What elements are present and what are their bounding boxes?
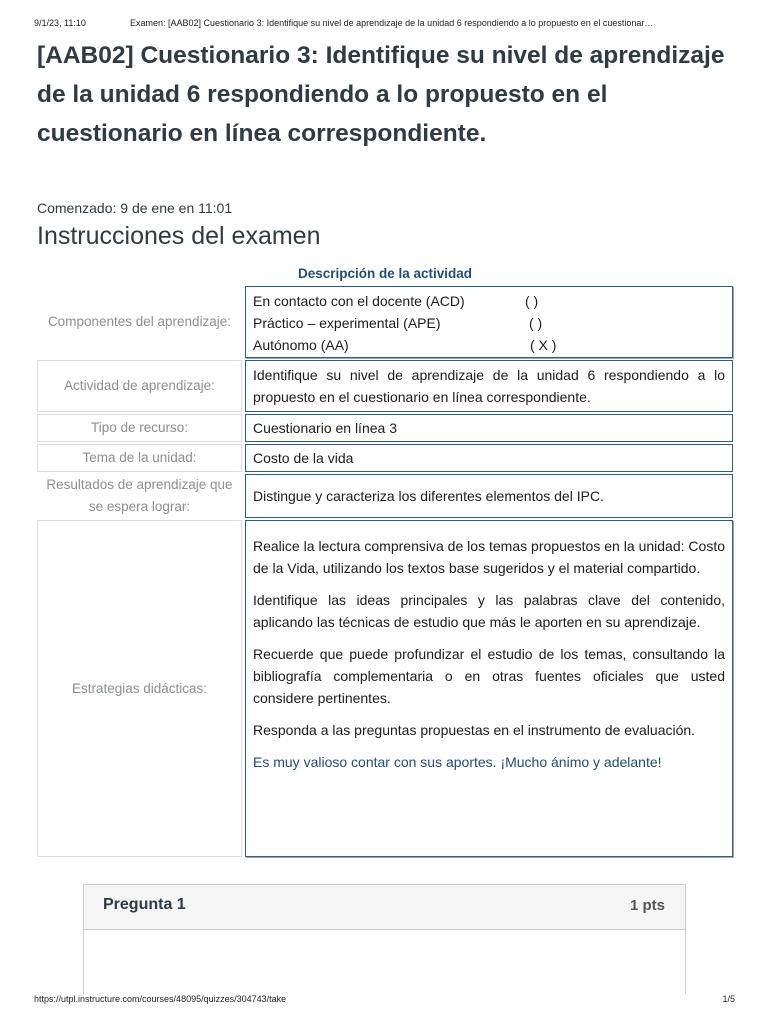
quiz-title: [AAB02] Cuestionario 3: Identifique su nivel de aprendizaje de la unidad 6 respondiendo a lo propuesto en el cuestionario en línea correspondiente. (37, 42, 725, 147)
resource-type-cell: Cuestionario en línea 3 (245, 414, 733, 442)
question-points: 1 pts (629, 897, 665, 914)
component-mark: ( ) (529, 315, 543, 331)
unit-topic-label: Tema de la unidad: (37, 444, 242, 472)
component-item (253, 334, 725, 356)
strategy-closing: Es muy valioso contar con sus aportes. ¡Mucho ánimo y adelante! (253, 754, 662, 770)
row-components (37, 286, 733, 358)
row-strategies (37, 520, 733, 857)
print-header (34, 18, 738, 28)
strategy-paragraph: Identifique las ideas principales y las palabras clave del contenido, aplicando las técnicas de estudio que más le aporten en su aprendizaje. (253, 592, 725, 630)
row-resource-type (37, 414, 733, 442)
unit-topic-cell: Costo de la vida (245, 444, 733, 472)
learning-activity-cell: Identifique su nivel de aprendizaje de la unidad 6 respondiendo a lo propuesto en el cuestionario en línea correspondiente. (245, 360, 733, 412)
print-url: https://utpl.instructure.com/courses/48095/quizzes/304743/take (34, 994, 287, 1004)
learning-activity-label: Actividad de aprendizaje: (37, 360, 242, 412)
components-cell (245, 286, 733, 358)
components-label: Componentes del aprendizaje: (47, 314, 232, 329)
question-header (84, 885, 685, 930)
strategies-label: Estrategias didácticas: (37, 520, 242, 857)
print-date: 9/1/23, 11:10 (34, 18, 86, 28)
print-page-title: Examen: [AAB02] Cuestionario 3: Identifique su nivel de aprendizaje de la unidad 6 respondiendo a lo propuesto en el cuestionar… (130, 18, 654, 28)
component-name: En contacto con el docente (ACD) (253, 293, 465, 309)
component-name: Práctico – experimental (APE) (253, 315, 441, 331)
print-page-number: 1/5 (722, 994, 735, 1004)
print-footer (34, 994, 735, 1004)
activity-description-caption: Descripción de la actividad (297, 266, 473, 281)
row-expected-results (37, 474, 733, 518)
strategy-paragraph: Responda a las preguntas propuestas en el instrumento de evaluación. (253, 722, 696, 738)
row-unit-topic (37, 444, 733, 472)
component-item (253, 312, 725, 334)
strategy-paragraph: Recuerde que puede profundizar el estudio de los temas, consultando la bibliografía complementaria o en otras fuentes oficiales que usted considere pertinentes. (253, 646, 725, 706)
resource-type-label: Tipo de recurso: (37, 414, 242, 442)
strategy-paragraph: Realice la lectura comprensiva de los temas propuestos en la unidad: Costo de la Vida, utilizando los textos base sugeridos y el material compartido. (253, 538, 725, 576)
expected-results-label: Resultados de aprendizaje que se espera lograr: (46, 477, 233, 514)
component-mark: ( ) (525, 293, 539, 309)
expected-results-cell: Distingue y caracteriza los diferentes elementos del IPC. (245, 474, 733, 518)
question-card (83, 884, 686, 994)
instructions-heading: Instrucciones del examen (37, 222, 321, 250)
component-mark: ( X ) (530, 337, 557, 353)
component-name: Autónomo (AA) (253, 337, 349, 353)
component-item (253, 290, 725, 312)
row-learning-activity (37, 360, 733, 412)
strategies-cell (245, 520, 733, 857)
quiz-started-time: Comenzado: 9 de ene en 11:01 (37, 200, 233, 216)
question-name: Pregunta 1 (103, 896, 186, 913)
